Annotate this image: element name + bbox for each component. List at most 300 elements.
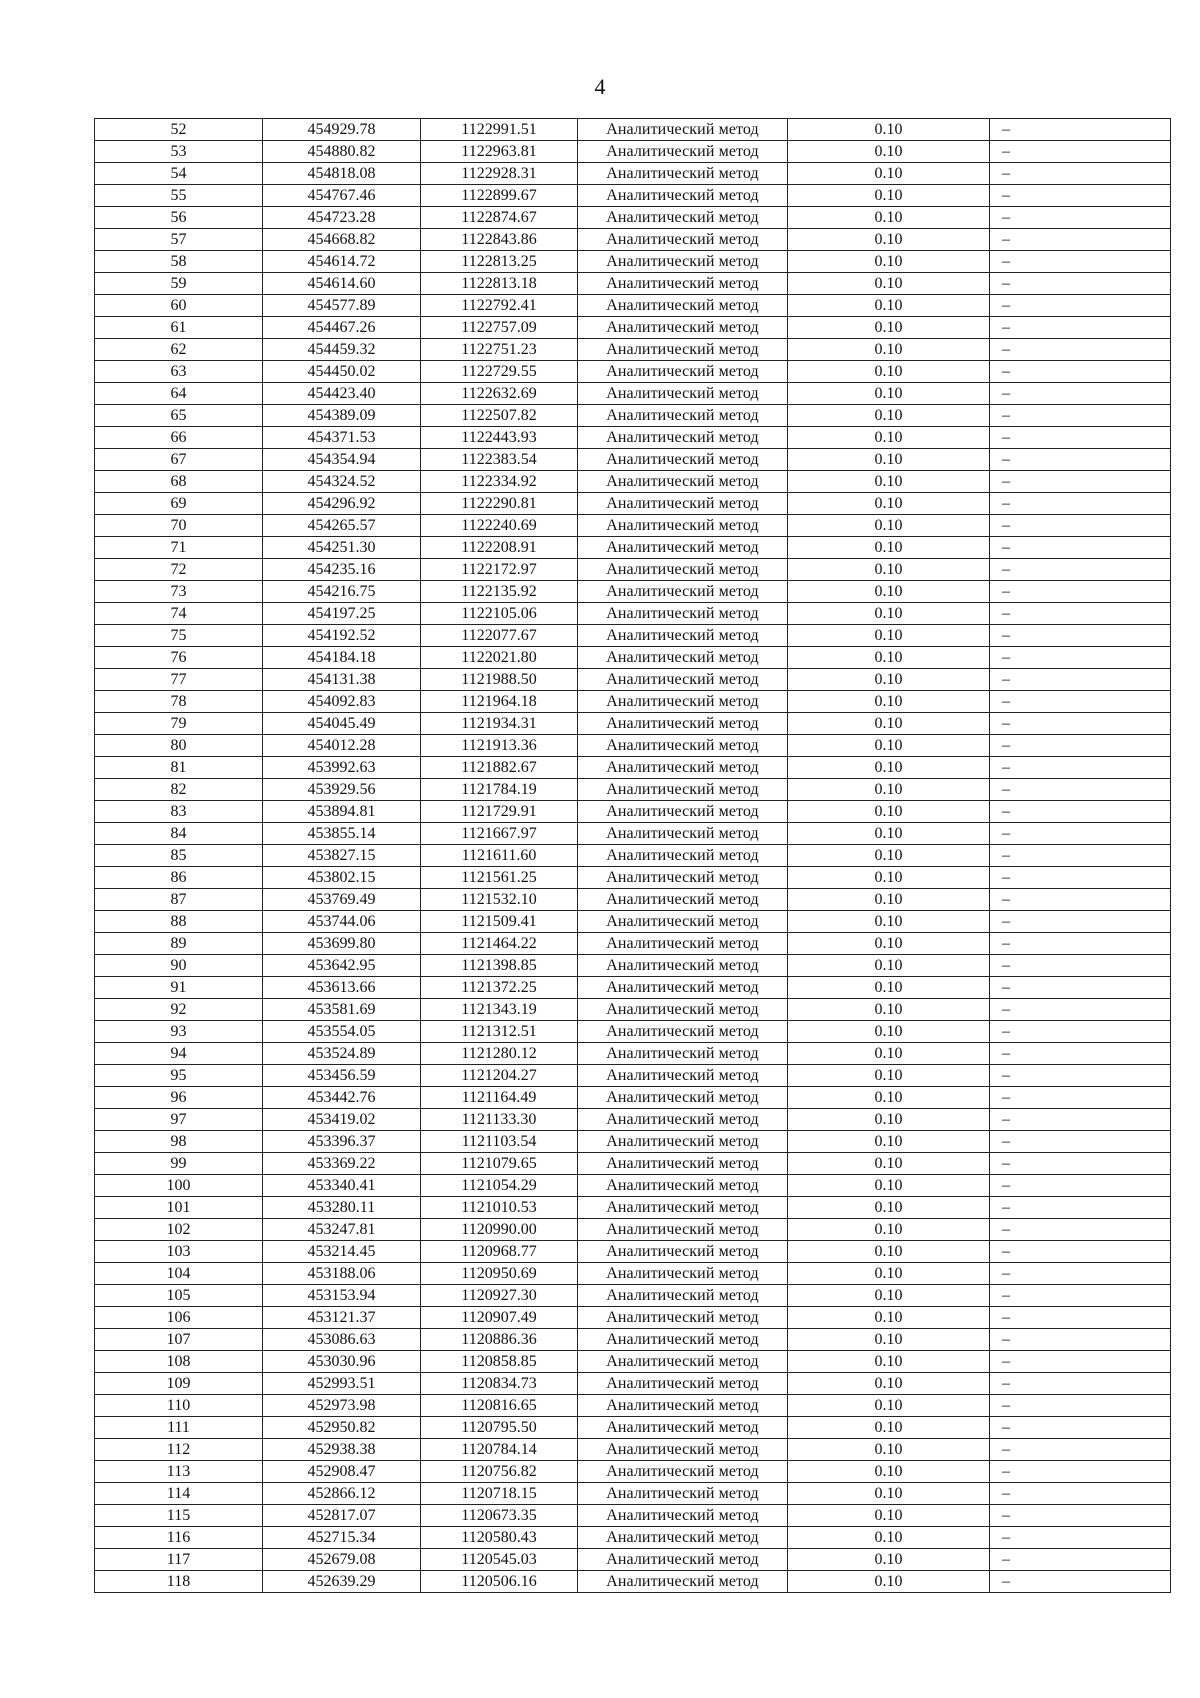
x-coordinate-cell: 452639.29 xyxy=(263,1571,421,1593)
accuracy-cell: 0.10 xyxy=(788,735,990,757)
note-cell: – xyxy=(990,339,1171,361)
point-number-cell: 77 xyxy=(95,669,263,691)
point-number-cell: 83 xyxy=(95,801,263,823)
note-cell: – xyxy=(990,1285,1171,1307)
table-row xyxy=(95,845,1171,867)
method-cell: Аналитический метод xyxy=(578,779,788,801)
table-row xyxy=(95,669,1171,691)
method-cell: Аналитический метод xyxy=(578,163,788,185)
coordinates-table xyxy=(94,118,1171,1593)
table-row xyxy=(95,757,1171,779)
note-cell: – xyxy=(990,361,1171,383)
accuracy-cell: 0.10 xyxy=(788,163,990,185)
note-cell: – xyxy=(990,1549,1171,1571)
accuracy-cell: 0.10 xyxy=(788,999,990,1021)
y-coordinate-cell: 1120886.36 xyxy=(421,1329,578,1351)
point-number-cell: 57 xyxy=(95,229,263,251)
table-row xyxy=(95,273,1171,295)
accuracy-cell: 0.10 xyxy=(788,1439,990,1461)
x-coordinate-cell: 453340.41 xyxy=(263,1175,421,1197)
y-coordinate-cell: 1120927.30 xyxy=(421,1285,578,1307)
y-coordinate-cell: 1122899.67 xyxy=(421,185,578,207)
method-cell: Аналитический метод xyxy=(578,559,788,581)
method-cell: Аналитический метод xyxy=(578,1461,788,1483)
point-number-cell: 74 xyxy=(95,603,263,625)
table-row xyxy=(95,207,1171,229)
y-coordinate-cell: 1122843.86 xyxy=(421,229,578,251)
point-number-cell: 110 xyxy=(95,1395,263,1417)
table-row xyxy=(95,339,1171,361)
x-coordinate-cell: 452973.98 xyxy=(263,1395,421,1417)
accuracy-cell: 0.10 xyxy=(788,647,990,669)
point-number-cell: 67 xyxy=(95,449,263,471)
accuracy-cell: 0.10 xyxy=(788,1241,990,1263)
note-cell: – xyxy=(990,1219,1171,1241)
note-cell: – xyxy=(990,691,1171,713)
y-coordinate-cell: 1122172.97 xyxy=(421,559,578,581)
method-cell: Аналитический метод xyxy=(578,1241,788,1263)
table-row xyxy=(95,779,1171,801)
point-number-cell: 80 xyxy=(95,735,263,757)
note-cell: – xyxy=(990,867,1171,889)
x-coordinate-cell: 454092.83 xyxy=(263,691,421,713)
table-row xyxy=(95,1395,1171,1417)
note-cell: – xyxy=(990,1109,1171,1131)
x-coordinate-cell: 453280.11 xyxy=(263,1197,421,1219)
method-cell: Аналитический метод xyxy=(578,273,788,295)
accuracy-cell: 0.10 xyxy=(788,1483,990,1505)
page-number: 4 xyxy=(594,74,606,99)
point-number-cell: 103 xyxy=(95,1241,263,1263)
method-cell: Аналитический метод xyxy=(578,1395,788,1417)
y-coordinate-cell: 1121913.36 xyxy=(421,735,578,757)
y-coordinate-cell: 1120968.77 xyxy=(421,1241,578,1263)
note-cell: – xyxy=(990,977,1171,999)
note-cell: – xyxy=(990,1131,1171,1153)
accuracy-cell: 0.10 xyxy=(788,1505,990,1527)
note-cell: – xyxy=(990,1043,1171,1065)
accuracy-cell: 0.10 xyxy=(788,229,990,251)
point-number-cell: 86 xyxy=(95,867,263,889)
x-coordinate-cell: 453153.94 xyxy=(263,1285,421,1307)
table-row xyxy=(95,1241,1171,1263)
note-cell: – xyxy=(990,1175,1171,1197)
x-coordinate-cell: 452908.47 xyxy=(263,1461,421,1483)
method-cell: Аналитический метод xyxy=(578,119,788,141)
accuracy-cell: 0.10 xyxy=(788,1065,990,1087)
point-number-cell: 107 xyxy=(95,1329,263,1351)
accuracy-cell: 0.10 xyxy=(788,823,990,845)
method-cell: Аналитический метод xyxy=(578,1087,788,1109)
method-cell: Аналитический метод xyxy=(578,471,788,493)
x-coordinate-cell: 453802.15 xyxy=(263,867,421,889)
point-number-cell: 115 xyxy=(95,1505,263,1527)
x-coordinate-cell: 453769.49 xyxy=(263,889,421,911)
table-row xyxy=(95,1021,1171,1043)
method-cell: Аналитический метод xyxy=(578,625,788,647)
method-cell: Аналитический метод xyxy=(578,735,788,757)
point-number-cell: 62 xyxy=(95,339,263,361)
y-coordinate-cell: 1120816.65 xyxy=(421,1395,578,1417)
point-number-cell: 76 xyxy=(95,647,263,669)
method-cell: Аналитический метод xyxy=(578,1571,788,1593)
table-row xyxy=(95,1351,1171,1373)
x-coordinate-cell: 453699.80 xyxy=(263,933,421,955)
method-cell: Аналитический метод xyxy=(578,1021,788,1043)
accuracy-cell: 0.10 xyxy=(788,691,990,713)
x-coordinate-cell: 452715.34 xyxy=(263,1527,421,1549)
note-cell: – xyxy=(990,537,1171,559)
note-cell: – xyxy=(990,251,1171,273)
accuracy-cell: 0.10 xyxy=(788,471,990,493)
x-coordinate-cell: 454818.08 xyxy=(263,163,421,185)
x-coordinate-cell: 454251.30 xyxy=(263,537,421,559)
x-coordinate-cell: 453086.63 xyxy=(263,1329,421,1351)
x-coordinate-cell: 453554.05 xyxy=(263,1021,421,1043)
accuracy-cell: 0.10 xyxy=(788,1417,990,1439)
note-cell: – xyxy=(990,1571,1171,1593)
y-coordinate-cell: 1120950.69 xyxy=(421,1263,578,1285)
x-coordinate-cell: 453456.59 xyxy=(263,1065,421,1087)
method-cell: Аналитический метод xyxy=(578,1417,788,1439)
method-cell: Аналитический метод xyxy=(578,1505,788,1527)
x-coordinate-cell: 454371.53 xyxy=(263,427,421,449)
x-coordinate-cell: 454197.25 xyxy=(263,603,421,625)
x-coordinate-cell: 452938.38 xyxy=(263,1439,421,1461)
y-coordinate-cell: 1120858.85 xyxy=(421,1351,578,1373)
x-coordinate-cell: 454296.92 xyxy=(263,493,421,515)
point-number-cell: 88 xyxy=(95,911,263,933)
x-coordinate-cell: 454767.46 xyxy=(263,185,421,207)
method-cell: Аналитический метод xyxy=(578,1307,788,1329)
point-number-cell: 78 xyxy=(95,691,263,713)
point-number-cell: 92 xyxy=(95,999,263,1021)
table-row xyxy=(95,163,1171,185)
method-cell: Аналитический метод xyxy=(578,713,788,735)
point-number-cell: 114 xyxy=(95,1483,263,1505)
x-coordinate-cell: 453442.76 xyxy=(263,1087,421,1109)
accuracy-cell: 0.10 xyxy=(788,1395,990,1417)
note-cell: – xyxy=(990,1197,1171,1219)
y-coordinate-cell: 1121988.50 xyxy=(421,669,578,691)
method-cell: Аналитический метод xyxy=(578,515,788,537)
point-number-cell: 117 xyxy=(95,1549,263,1571)
x-coordinate-cell: 454423.40 xyxy=(263,383,421,405)
table-row xyxy=(95,119,1171,141)
method-cell: Аналитический метод xyxy=(578,383,788,405)
accuracy-cell: 0.10 xyxy=(788,1461,990,1483)
table-row xyxy=(95,1219,1171,1241)
table-row xyxy=(95,581,1171,603)
method-cell: Аналитический метод xyxy=(578,1175,788,1197)
note-cell: – xyxy=(990,1527,1171,1549)
note-cell: – xyxy=(990,1065,1171,1087)
y-coordinate-cell: 1122077.67 xyxy=(421,625,578,647)
note-cell: – xyxy=(990,273,1171,295)
accuracy-cell: 0.10 xyxy=(788,515,990,537)
method-cell: Аналитический метод xyxy=(578,603,788,625)
point-number-cell: 96 xyxy=(95,1087,263,1109)
note-cell: – xyxy=(990,163,1171,185)
note-cell: – xyxy=(990,669,1171,691)
note-cell: – xyxy=(990,515,1171,537)
accuracy-cell: 0.10 xyxy=(788,933,990,955)
y-coordinate-cell: 1120673.35 xyxy=(421,1505,578,1527)
point-number-cell: 89 xyxy=(95,933,263,955)
x-coordinate-cell: 454216.75 xyxy=(263,581,421,603)
table-row xyxy=(95,229,1171,251)
y-coordinate-cell: 1121010.53 xyxy=(421,1197,578,1219)
method-cell: Аналитический метод xyxy=(578,1263,788,1285)
method-cell: Аналитический метод xyxy=(578,691,788,713)
y-coordinate-cell: 1122792.41 xyxy=(421,295,578,317)
accuracy-cell: 0.10 xyxy=(788,1373,990,1395)
accuracy-cell: 0.10 xyxy=(788,977,990,999)
y-coordinate-cell: 1120580.43 xyxy=(421,1527,578,1549)
point-number-cell: 54 xyxy=(95,163,263,185)
y-coordinate-cell: 1121611.60 xyxy=(421,845,578,867)
y-coordinate-cell: 1122813.25 xyxy=(421,251,578,273)
point-number-cell: 81 xyxy=(95,757,263,779)
x-coordinate-cell: 453855.14 xyxy=(263,823,421,845)
accuracy-cell: 0.10 xyxy=(788,383,990,405)
y-coordinate-cell: 1121882.67 xyxy=(421,757,578,779)
table-row xyxy=(95,977,1171,999)
x-coordinate-cell: 454131.38 xyxy=(263,669,421,691)
note-cell: – xyxy=(990,1241,1171,1263)
point-number-cell: 52 xyxy=(95,119,263,141)
point-number-cell: 53 xyxy=(95,141,263,163)
accuracy-cell: 0.10 xyxy=(788,1109,990,1131)
y-coordinate-cell: 1121667.97 xyxy=(421,823,578,845)
point-number-cell: 111 xyxy=(95,1417,263,1439)
y-coordinate-cell: 1121934.31 xyxy=(421,713,578,735)
table-row xyxy=(95,955,1171,977)
point-number-cell: 66 xyxy=(95,427,263,449)
note-cell: – xyxy=(990,889,1171,911)
table-row xyxy=(95,1461,1171,1483)
accuracy-cell: 0.10 xyxy=(788,801,990,823)
point-number-cell: 84 xyxy=(95,823,263,845)
x-coordinate-cell: 453369.22 xyxy=(263,1153,421,1175)
point-number-cell: 60 xyxy=(95,295,263,317)
note-cell: – xyxy=(990,955,1171,977)
note-cell: – xyxy=(990,1021,1171,1043)
accuracy-cell: 0.10 xyxy=(788,1307,990,1329)
point-number-cell: 109 xyxy=(95,1373,263,1395)
point-number-cell: 118 xyxy=(95,1571,263,1593)
note-cell: – xyxy=(990,1263,1171,1285)
note-cell: – xyxy=(990,1417,1171,1439)
y-coordinate-cell: 1120795.50 xyxy=(421,1417,578,1439)
method-cell: Аналитический метод xyxy=(578,1065,788,1087)
accuracy-cell: 0.10 xyxy=(788,1043,990,1065)
table-body xyxy=(95,119,1171,1593)
table-row xyxy=(95,141,1171,163)
note-cell: – xyxy=(990,1329,1171,1351)
note-cell: – xyxy=(990,405,1171,427)
y-coordinate-cell: 1122729.55 xyxy=(421,361,578,383)
table-row xyxy=(95,251,1171,273)
accuracy-cell: 0.10 xyxy=(788,1153,990,1175)
point-number-cell: 95 xyxy=(95,1065,263,1087)
note-cell: – xyxy=(990,1373,1171,1395)
accuracy-cell: 0.10 xyxy=(788,273,990,295)
table-row xyxy=(95,1043,1171,1065)
table-row xyxy=(95,405,1171,427)
y-coordinate-cell: 1122443.93 xyxy=(421,427,578,449)
table-row xyxy=(95,1087,1171,1109)
method-cell: Аналитический метод xyxy=(578,251,788,273)
table-row xyxy=(95,515,1171,537)
table-row xyxy=(95,493,1171,515)
accuracy-cell: 0.10 xyxy=(788,713,990,735)
method-cell: Аналитический метод xyxy=(578,911,788,933)
table-row xyxy=(95,1571,1171,1593)
note-cell: – xyxy=(990,779,1171,801)
x-coordinate-cell: 454880.82 xyxy=(263,141,421,163)
point-number-cell: 65 xyxy=(95,405,263,427)
x-coordinate-cell: 454614.60 xyxy=(263,273,421,295)
method-cell: Аналитический метод xyxy=(578,185,788,207)
x-coordinate-cell: 453581.69 xyxy=(263,999,421,1021)
accuracy-cell: 0.10 xyxy=(788,867,990,889)
accuracy-cell: 0.10 xyxy=(788,757,990,779)
point-number-cell: 61 xyxy=(95,317,263,339)
y-coordinate-cell: 1121561.25 xyxy=(421,867,578,889)
point-number-cell: 75 xyxy=(95,625,263,647)
x-coordinate-cell: 453613.66 xyxy=(263,977,421,999)
y-coordinate-cell: 1122813.18 xyxy=(421,273,578,295)
x-coordinate-cell: 454265.57 xyxy=(263,515,421,537)
accuracy-cell: 0.10 xyxy=(788,449,990,471)
x-coordinate-cell: 453929.56 xyxy=(263,779,421,801)
method-cell: Аналитический метод xyxy=(578,427,788,449)
accuracy-cell: 0.10 xyxy=(788,537,990,559)
point-number-cell: 87 xyxy=(95,889,263,911)
accuracy-cell: 0.10 xyxy=(788,119,990,141)
method-cell: Аналитический метод xyxy=(578,999,788,1021)
y-coordinate-cell: 1120834.73 xyxy=(421,1373,578,1395)
accuracy-cell: 0.10 xyxy=(788,339,990,361)
point-number-cell: 104 xyxy=(95,1263,263,1285)
y-coordinate-cell: 1121729.91 xyxy=(421,801,578,823)
note-cell: – xyxy=(990,229,1171,251)
accuracy-cell: 0.10 xyxy=(788,493,990,515)
accuracy-cell: 0.10 xyxy=(788,1351,990,1373)
table-row xyxy=(95,471,1171,493)
x-coordinate-cell: 454929.78 xyxy=(263,119,421,141)
method-cell: Аналитический метод xyxy=(578,361,788,383)
y-coordinate-cell: 1122290.81 xyxy=(421,493,578,515)
point-number-cell: 82 xyxy=(95,779,263,801)
x-coordinate-cell: 454614.72 xyxy=(263,251,421,273)
table-row xyxy=(95,295,1171,317)
note-cell: – xyxy=(990,933,1171,955)
method-cell: Аналитический метод xyxy=(578,757,788,779)
note-cell: – xyxy=(990,317,1171,339)
note-cell: – xyxy=(990,449,1171,471)
note-cell: – xyxy=(990,141,1171,163)
table-row xyxy=(95,1153,1171,1175)
note-cell: – xyxy=(990,911,1171,933)
note-cell: – xyxy=(990,757,1171,779)
table-row xyxy=(95,559,1171,581)
table-row xyxy=(95,801,1171,823)
y-coordinate-cell: 1122757.09 xyxy=(421,317,578,339)
point-number-cell: 112 xyxy=(95,1439,263,1461)
point-number-cell: 55 xyxy=(95,185,263,207)
x-coordinate-cell: 454235.16 xyxy=(263,559,421,581)
table-row xyxy=(95,1527,1171,1549)
table-row xyxy=(95,1549,1171,1571)
point-number-cell: 63 xyxy=(95,361,263,383)
point-number-cell: 91 xyxy=(95,977,263,999)
note-cell: – xyxy=(990,735,1171,757)
y-coordinate-cell: 1121784.19 xyxy=(421,779,578,801)
x-coordinate-cell: 454192.52 xyxy=(263,625,421,647)
accuracy-cell: 0.10 xyxy=(788,625,990,647)
y-coordinate-cell: 1122507.82 xyxy=(421,405,578,427)
method-cell: Аналитический метод xyxy=(578,669,788,691)
table-row xyxy=(95,691,1171,713)
y-coordinate-cell: 1121103.54 xyxy=(421,1131,578,1153)
note-cell: – xyxy=(990,999,1171,1021)
x-coordinate-cell: 453121.37 xyxy=(263,1307,421,1329)
method-cell: Аналитический метод xyxy=(578,1131,788,1153)
note-cell: – xyxy=(990,471,1171,493)
accuracy-cell: 0.10 xyxy=(788,669,990,691)
note-cell: – xyxy=(990,581,1171,603)
y-coordinate-cell: 1121054.29 xyxy=(421,1175,578,1197)
method-cell: Аналитический метод xyxy=(578,1527,788,1549)
accuracy-cell: 0.10 xyxy=(788,317,990,339)
point-number-cell: 98 xyxy=(95,1131,263,1153)
table-row xyxy=(95,185,1171,207)
accuracy-cell: 0.10 xyxy=(788,141,990,163)
table-row xyxy=(95,1505,1171,1527)
accuracy-cell: 0.10 xyxy=(788,559,990,581)
method-cell: Аналитический метод xyxy=(578,493,788,515)
note-cell: – xyxy=(990,647,1171,669)
note-cell: – xyxy=(990,823,1171,845)
table-row xyxy=(95,361,1171,383)
y-coordinate-cell: 1121343.19 xyxy=(421,999,578,1021)
x-coordinate-cell: 454012.28 xyxy=(263,735,421,757)
y-coordinate-cell: 1121398.85 xyxy=(421,955,578,977)
note-cell: – xyxy=(990,207,1171,229)
point-number-cell: 113 xyxy=(95,1461,263,1483)
table-row xyxy=(95,1109,1171,1131)
y-coordinate-cell: 1120907.49 xyxy=(421,1307,578,1329)
method-cell: Аналитический метод xyxy=(578,229,788,251)
x-coordinate-cell: 454354.94 xyxy=(263,449,421,471)
accuracy-cell: 0.10 xyxy=(788,1527,990,1549)
table-row xyxy=(95,1065,1171,1087)
accuracy-cell: 0.10 xyxy=(788,361,990,383)
method-cell: Аналитический метод xyxy=(578,141,788,163)
point-number-cell: 59 xyxy=(95,273,263,295)
y-coordinate-cell: 1122021.80 xyxy=(421,647,578,669)
table-row xyxy=(95,427,1171,449)
accuracy-cell: 0.10 xyxy=(788,955,990,977)
accuracy-cell: 0.10 xyxy=(788,889,990,911)
point-number-cell: 73 xyxy=(95,581,263,603)
y-coordinate-cell: 1121964.18 xyxy=(421,691,578,713)
x-coordinate-cell: 454045.49 xyxy=(263,713,421,735)
accuracy-cell: 0.10 xyxy=(788,1021,990,1043)
y-coordinate-cell: 1122874.67 xyxy=(421,207,578,229)
